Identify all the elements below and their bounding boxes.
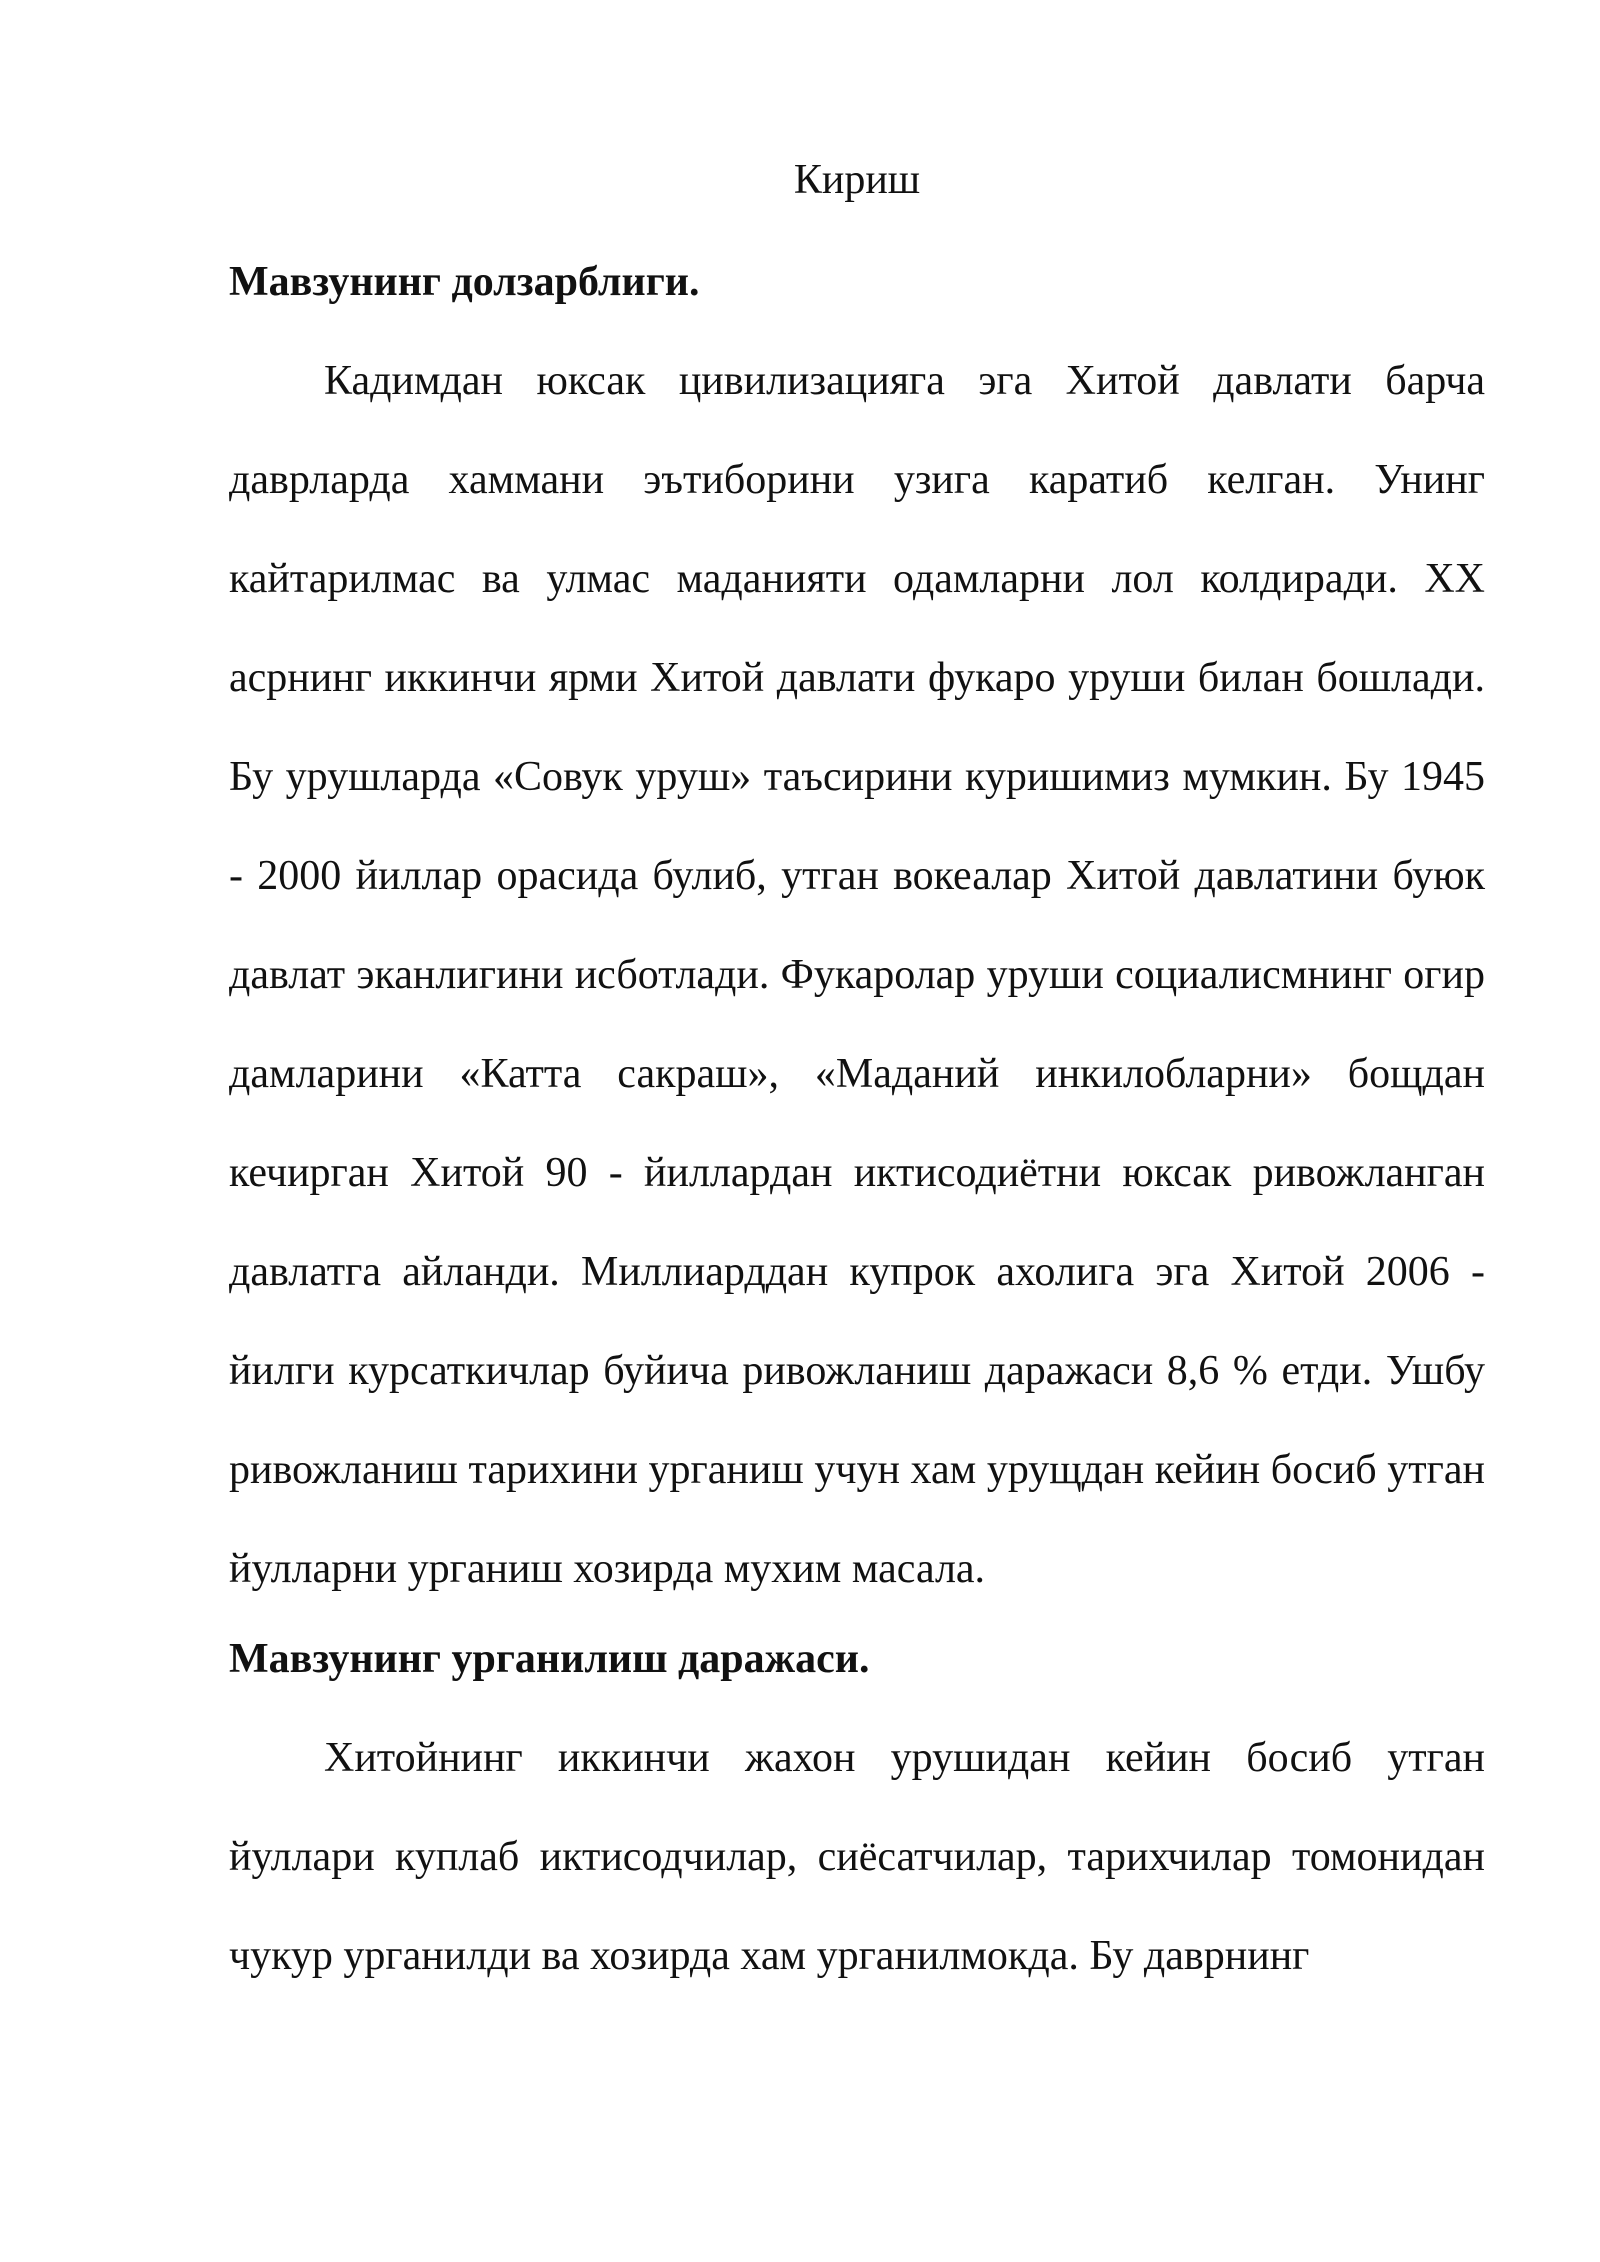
paragraph-study-level: Хитойнинг иккинчи жахон урушидан кейин босиб утган йуллари куплаб иктисодчилар, сиёсатчилар, тарихчилар томонидан чукур урганилди ва хозирда хам урганилмокда. Бу даврнинг [229,1735,1485,1979]
section-heading-relevance: Мавзунинг долзарблиги. [229,259,700,305]
paragraph-relevance: Кадимдан юксак цивилизацияга эга Хитой давлати барча даврларда хаммани эътиборини узига каратиб келган. Унинг кайтарилмас ва улмас маданияти одамларни лол колдиради. XX асрнинг иккинчи ярми Хитой давлати фукаро уруши билан бошлади. Бу урушларда «Совук уруш» таъсирини куришимиз мумкин. Бу 1945 - 2000 йиллар орасида булиб, утган вокеалар Хитой давлатини буюк давлат эканлигини исботлади. Фукаролар уруши социалисмнинг огир дамларини «Катта сакраш», «Маданий инкилобларни» бощдан кечирган Хитой 90 - йиллардан иктисодиётни юксак ривожланган давлатга айланди. Миллиарддан купрок ахолига эга Хитой 2006 - йилги курсаткичлар буйича ривожланиш даражаси 8,6 % етди. Ушбу ривожланиш тарихини урганиш учун хам урущдан кейин босиб утган йулларни урганиш хозирда мухим масала. [229,358,1485,1592]
section-heading-study-level: Мавзунинг урганилиш даражаси. [229,1636,870,1682]
document-body [229,140,1485,2006]
page-title: Кириш [793,157,921,203]
